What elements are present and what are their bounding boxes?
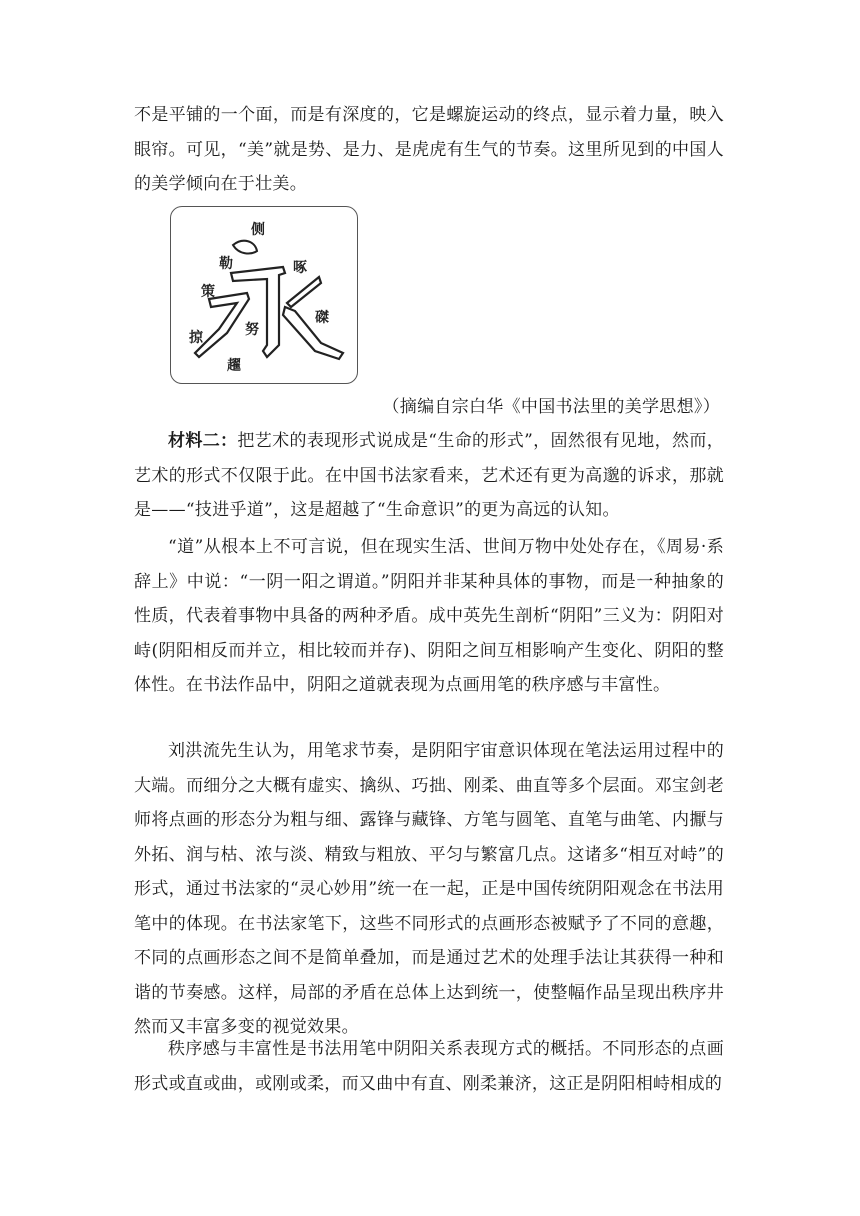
- label-nu: 努: [245, 322, 259, 338]
- label-lue: 掠: [189, 330, 203, 346]
- label-le: 勒: [219, 256, 233, 272]
- paragraph-5: 秩序感与丰富性是书法用笔中阴阳关系表现方式的概括。不同形态的点画形式或直或曲，或刚或柔，而又曲中有直、刚柔兼济，这正是阴阳相峙相成的: [134, 1039, 724, 1094]
- label-zhuo: 啄: [293, 260, 307, 276]
- label-zhe: 磔: [315, 310, 329, 326]
- paragraph-2-text: 把艺术的表现形式说成是“生命的形式”，固然很有见地，然而，艺术的形式不仅限于此。在中国书法家看来，艺术还有更为高邈的诉求，那就是——“技进乎道”，这是超越了“生命意识”的更为高远的认知。: [134, 431, 724, 520]
- yong-character-figure: [170, 206, 358, 384]
- paragraph-1: 不是平铺的一个面，而是有深度的，它是螺旋运动的终点，显示着力量，映入眼帘。可见，“美”就是势、是力、是虎虎有生气的节奏。这里所见到的中国人的美学倾向在于壮美。: [134, 105, 724, 194]
- paragraph-4: 刘洪流先生认为，用笔求节奏，是阴阳宇宙意识体现在笔法运用过程中的大端。而细分之大概有虚实、擒纵、巧拙、刚柔、曲直等多个层面。邓宝剑老师将点画的形态分为粗与细、露锋与藏锋、方笔与圆笔、直笔与曲笔、内擫与外拓、润与枯、浓与淡、精致与粗放、平匀与繁富几点。这诸多“相互对峙”的形式，通过书法家的“灵心妙用”统一在一起，正是中国传统阴阳观念在书法用笔中的体现。在书法家笔下，这些不同形式的点画形态被赋予了不同的意趣，不同的点画形态之间不是简单叠加，而是通过艺术的处理手法让其获得一种和谐的节奏感。这样，局部的矛盾在总体上达到统一，使整幅作品呈现出秩序井然而又丰富多变的视觉效果。: [134, 741, 724, 1037]
- label-ce: 侧: [251, 222, 265, 238]
- label-ce2: 策: [201, 284, 215, 300]
- paragraph-2: [134, 424, 724, 528]
- paragraph-3: “道”从根本上不可言说，但在现实生活、世间万物中处处存在，《周易·系辞上》中说：“一阴一阳之谓道。”阴阳并非某种具体的事物，而是一种抽象的性质，代表着事物中具备的两种矛盾。成中英先生剖析“阴阳”三义为：阴阳对峙(阴阳相反而并立，相比较而并存)、阴阳之间互相影响产生变化、阴阳的整体性。在书法作品中，阴阳之道就表现为点画用笔的秩序感与丰富性。: [134, 537, 724, 695]
- figure-caption: （摘编自宗白华《中国书法里的美学思想》）: [382, 397, 720, 417]
- material-two-label: 材料二：: [168, 431, 238, 451]
- label-ti: 趯: [227, 358, 241, 374]
